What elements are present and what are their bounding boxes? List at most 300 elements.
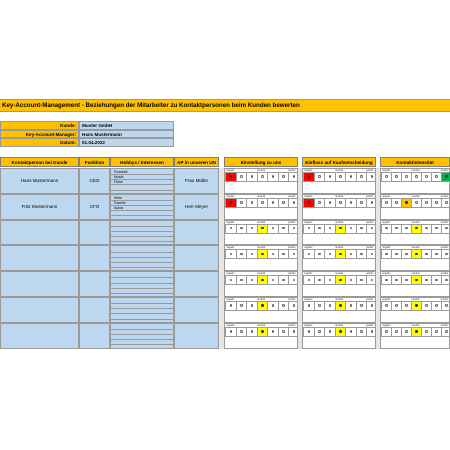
function-cell[interactable] [79,245,110,271]
radio-dot [350,304,352,306]
radio-dot [308,304,310,306]
rating-option[interactable] [314,327,325,336]
radio-dot [240,304,242,306]
radio-dot [282,227,284,229]
grid-line [381,310,449,311]
rating-option[interactable] [391,224,401,233]
function-cell[interactable] [79,220,110,246]
scale-label: positiv [288,246,296,250]
rating-option[interactable] [356,301,367,310]
rating-option[interactable] [431,224,441,233]
rating-option[interactable] [236,327,247,336]
rating-option[interactable] [411,327,421,336]
rating-option[interactable] [278,301,289,310]
rating-option[interactable] [225,172,236,181]
rating-option[interactable] [391,198,401,207]
rating-option[interactable] [246,301,257,310]
radio-dot [240,175,242,177]
function-cell[interactable] [79,323,110,349]
radio-dot [395,175,397,177]
hobbies-cell[interactable] [110,220,174,246]
grid-line [303,233,375,234]
grid-line [225,233,297,234]
radio-dot [251,304,253,306]
rating-option[interactable] [356,224,367,233]
rating-scale[interactable] [380,323,450,349]
rating-option[interactable] [314,172,325,181]
ap-cell[interactable] [174,271,219,297]
rating-option[interactable] [411,224,421,233]
rating-option[interactable] [391,249,401,258]
rating-option[interactable] [401,275,411,284]
rating-option[interactable] [431,198,441,207]
rating-option[interactable] [278,327,289,336]
rating-scale[interactable] [224,194,298,220]
radio-dot [405,253,407,255]
rating-option[interactable] [225,327,236,336]
contact-cell[interactable] [0,271,79,297]
rating-option[interactable] [335,172,346,181]
rating-option[interactable] [225,301,236,310]
rating-option[interactable] [391,275,401,284]
rating-option[interactable] [356,275,367,284]
rating-scale[interactable] [302,323,376,349]
rating-option[interactable] [278,224,289,233]
grid-line [303,275,375,276]
rating-option[interactable] [381,301,391,310]
rating-option[interactable] [381,172,391,181]
rating-option[interactable] [303,172,314,181]
scale-label: negativ [226,298,235,301]
rating-option[interactable] [267,327,278,336]
rating-option[interactable] [381,275,391,284]
scale-label: neutral [257,298,266,301]
rating-scale[interactable] [302,194,376,220]
rating-option[interactable] [236,301,247,310]
rating-option[interactable] [314,224,325,233]
ap-cell[interactable]: Frau Müller [174,168,219,194]
contact-cell[interactable] [0,297,79,323]
rating-option[interactable] [441,327,450,336]
scale-label: neutral [411,169,420,172]
grid-line [303,172,375,173]
rating-option[interactable] [335,224,346,233]
scale-label: negativ [382,169,391,172]
radio-dot [261,175,263,177]
rating-option[interactable] [441,224,450,233]
rating-option[interactable] [345,327,356,336]
radio-dot [318,227,320,229]
hobby-line [111,262,173,263]
scale-label: negativ [226,246,235,250]
radio-dot [445,304,447,306]
rating-option[interactable] [401,301,411,310]
hobbies-cell[interactable] [110,194,174,220]
rating-option[interactable] [246,249,257,258]
scale-label: positiv [366,220,374,224]
rating-option[interactable] [411,249,421,258]
rating-option[interactable] [391,327,401,336]
hobby-text: Autos [114,206,124,211]
rating-option[interactable] [421,249,431,258]
radio-dot [415,227,417,229]
grid-line [225,224,297,225]
rating-option[interactable] [314,198,325,207]
ap-cell[interactable] [174,245,219,271]
rating-option[interactable] [257,172,268,181]
rating-option[interactable] [356,172,367,181]
rating-option[interactable] [278,275,289,284]
rating-option[interactable] [421,172,431,181]
ap-cell[interactable] [174,323,219,349]
hobbies-cell[interactable] [110,297,174,323]
rating-option[interactable] [421,275,431,284]
function-cell[interactable]: CFO [79,194,110,220]
radio-dot [360,227,362,229]
column-gap [376,297,380,323]
rating-scale[interactable] [302,220,376,246]
rating-option[interactable] [411,198,421,207]
rating-option[interactable] [278,172,289,181]
rating-option[interactable] [431,172,441,181]
rating-option[interactable] [345,249,356,258]
rating-option[interactable] [335,198,346,207]
grid-line [381,181,449,182]
radio-dot [308,227,310,229]
rating-option[interactable] [257,275,268,284]
spreadsheet [0,99,450,350]
radio-dot [251,279,253,281]
radio-dot [251,227,253,229]
rating-option[interactable] [335,327,346,336]
rating-option[interactable] [225,249,236,258]
rating-scale[interactable] [380,168,450,194]
hobbies-cell[interactable] [110,271,174,297]
radio-dot [230,253,232,255]
scale-label: neutral [411,272,420,276]
scale-label: negativ [304,194,313,198]
radio-dot [282,201,284,203]
rating-option[interactable] [401,249,411,258]
rating-option[interactable] [345,275,356,284]
column-gap [298,271,302,297]
rating-option[interactable] [257,327,268,336]
rating-option[interactable] [441,198,450,207]
function-cell[interactable] [79,271,110,297]
ap-cell[interactable] [174,297,219,323]
rating-option[interactable] [236,172,247,181]
radio-dot [350,201,352,203]
rating-scale[interactable] [224,220,298,246]
rating-option[interactable] [314,275,325,284]
scale-label: neutral [411,220,420,224]
radio-dot [350,227,352,229]
radio-dot [240,253,242,255]
radio-dot [415,201,417,203]
contact-cell[interactable]: Hans Mustermann [0,168,79,194]
rating-option[interactable] [257,249,268,258]
hobby-line [111,293,173,294]
radio-dot [329,201,331,203]
rating-option[interactable] [257,301,268,310]
radio-dot [415,304,417,306]
rating-option[interactable] [411,172,421,181]
radio-dot [415,175,417,177]
rating-option[interactable] [324,172,335,181]
rating-scale[interactable] [380,194,450,220]
rating-option[interactable] [411,301,421,310]
radio-dot [261,201,263,203]
radio-dot [329,279,331,281]
column-gap [298,168,302,194]
rating-option[interactable] [335,249,346,258]
radio-dot [425,253,427,255]
rating-scale[interactable] [380,271,450,297]
rating-scale[interactable] [302,168,376,194]
scale-label: positiv [366,194,374,198]
info-value[interactable]: 01.04.2022 [79,138,174,147]
rating-option[interactable] [421,301,431,310]
rating-scale[interactable] [224,168,298,194]
rating-option[interactable] [236,275,247,284]
rating-option[interactable] [267,224,278,233]
grid-line [381,198,449,199]
rating-option[interactable] [303,275,314,284]
rating-option[interactable] [246,327,257,336]
radio-dot [445,279,447,281]
scale-label: positiv [288,298,296,301]
rating-option[interactable] [345,301,356,310]
radio-dot [445,175,447,177]
scale-label: positiv [366,169,374,172]
scale-label: negativ [226,169,235,172]
rating-option[interactable] [324,327,335,336]
radio-dot [318,304,320,306]
rating-option[interactable] [345,172,356,181]
rating-option[interactable] [401,224,411,233]
scale-label: neutral [335,194,344,198]
rating-option[interactable] [225,275,236,284]
radio-dot [272,304,274,306]
rating-option[interactable] [324,275,335,284]
rating-option[interactable] [324,224,335,233]
hobby-line [111,184,173,185]
grid-line [225,207,297,208]
scale-label: negativ [304,323,313,327]
rating-option[interactable] [303,198,314,207]
rating-option[interactable] [335,301,346,310]
radio-dot [329,330,331,332]
hobbies-cell[interactable] [110,245,174,271]
column-gap [298,194,302,220]
radio-dot [395,279,397,281]
rating-option[interactable] [431,327,441,336]
radio-dot [293,279,295,281]
rating-option[interactable] [381,249,391,258]
grid-line [381,327,449,328]
rating-option[interactable] [381,327,391,336]
rating-option[interactable] [267,249,278,258]
rating-option[interactable] [225,198,236,207]
rating-option[interactable] [401,327,411,336]
ap-cell[interactable] [174,220,219,246]
scale-label: positiv [440,220,449,224]
radio-dot [282,330,284,332]
radio-dot [293,253,295,255]
rating-option[interactable] [267,172,278,181]
rating-option[interactable] [303,327,314,336]
rating-option[interactable] [401,172,411,181]
scale-label: neutral [335,298,344,301]
radio-dot [339,279,341,281]
info-value[interactable]: Muster GmbH [79,121,174,130]
rating-option[interactable] [431,301,441,310]
contact-cell[interactable]: Fritz Mustermann [0,194,79,220]
rating-option[interactable] [246,224,257,233]
scale-label: neutral [257,220,266,224]
rating-option[interactable] [431,249,441,258]
header-ap: AP in unseren UN [174,157,219,167]
column-gap [376,220,380,246]
hobbies-cell[interactable] [110,323,174,349]
grid-line [381,224,449,225]
ap-cell[interactable]: Herr Meyer [174,194,219,220]
grid-line [225,327,297,328]
rating-scale[interactable] [302,297,376,323]
radio-dot [415,330,417,332]
rating-scale[interactable] [302,245,376,271]
rating-option[interactable] [441,249,450,258]
rating-option[interactable] [314,301,325,310]
rating-option[interactable] [303,224,314,233]
rating-scale[interactable] [380,245,450,271]
rating-option[interactable] [431,275,441,284]
radio-dot [251,330,253,332]
rating-option[interactable] [324,301,335,310]
rating-option[interactable] [267,275,278,284]
scale-label: negativ [382,194,391,198]
radio-dot [230,279,232,281]
radio-dot [405,279,407,281]
rating-option[interactable] [441,275,450,284]
rating-option[interactable] [421,224,431,233]
rating-option[interactable] [335,275,346,284]
radio-dot [385,253,387,255]
rating-option[interactable] [314,249,325,258]
grid-line [303,198,375,199]
radio-dot [415,279,417,281]
rating-option[interactable] [225,224,236,233]
rating-option[interactable] [391,301,401,310]
rating-option[interactable] [356,327,367,336]
rating-option[interactable] [381,224,391,233]
rating-option[interactable] [324,249,335,258]
radio-dot [308,330,310,332]
rating-option[interactable] [246,198,257,207]
rating-option[interactable] [401,198,411,207]
rating-scale[interactable] [224,271,298,297]
rating-option[interactable] [246,172,257,181]
rating-option[interactable] [303,249,314,258]
rating-option[interactable] [421,327,431,336]
grid-line [303,249,375,250]
grid-line [303,336,375,337]
rating-option[interactable] [345,198,356,207]
radio-dot [360,304,362,306]
hobbies-cell[interactable] [110,168,174,194]
radio-dot [261,253,263,255]
contact-cell[interactable] [0,245,79,271]
rating-option[interactable] [411,275,421,284]
rating-option[interactable] [441,301,450,310]
function-cell[interactable] [79,297,110,323]
scale-label: negativ [304,298,313,301]
info-value[interactable]: Hans Mustermann [79,130,174,139]
scale-label: positiv [440,272,449,276]
radio-dot [360,279,362,281]
rating-option[interactable] [356,198,367,207]
rating-option[interactable] [441,172,450,181]
rating-option[interactable] [356,249,367,258]
rating-option[interactable] [278,198,289,207]
rating-option[interactable] [236,249,247,258]
scale-label: neutral [257,272,266,276]
rating-option[interactable] [381,198,391,207]
radio-dot [360,330,362,332]
rating-option[interactable] [267,198,278,207]
rating-scale[interactable] [224,297,298,323]
radio-dot [329,227,331,229]
rating-option[interactable] [257,224,268,233]
rating-option[interactable] [278,249,289,258]
radio-dot [251,201,253,203]
grid-line [225,198,297,199]
rating-scale[interactable] [302,271,376,297]
rating-scale[interactable] [224,323,298,349]
rating-option[interactable] [267,301,278,310]
rating-option[interactable] [345,224,356,233]
rating-scale[interactable] [224,245,298,271]
rating-option[interactable] [303,301,314,310]
rating-option[interactable] [421,198,431,207]
radio-dot [282,279,284,281]
header-einfluss: Einfluss auf Kaufentscheidung [302,157,376,167]
rating-option[interactable] [236,198,247,207]
scale-label: neutral [257,323,266,327]
grid-line [225,336,297,337]
rating-option[interactable] [257,198,268,207]
rating-option[interactable] [236,224,247,233]
contact-cell[interactable] [0,220,79,246]
radio-dot [240,330,242,332]
scale-label: neutral [335,323,344,327]
rating-scale[interactable] [380,297,450,323]
contact-cell[interactable] [0,323,79,349]
rating-option[interactable] [324,198,335,207]
grid-line [381,275,449,276]
grid-line [225,249,297,250]
grid-line [381,336,449,337]
radio-dot [385,304,387,306]
function-cell[interactable]: CEO [79,168,110,194]
rating-scale[interactable] [380,220,450,246]
scale-label: neutral [411,323,420,327]
rating-option[interactable] [246,275,257,284]
radio-dot [272,227,274,229]
scale-label: neutral [335,272,344,276]
rating-option[interactable] [391,172,401,181]
radio-dot [415,253,417,255]
